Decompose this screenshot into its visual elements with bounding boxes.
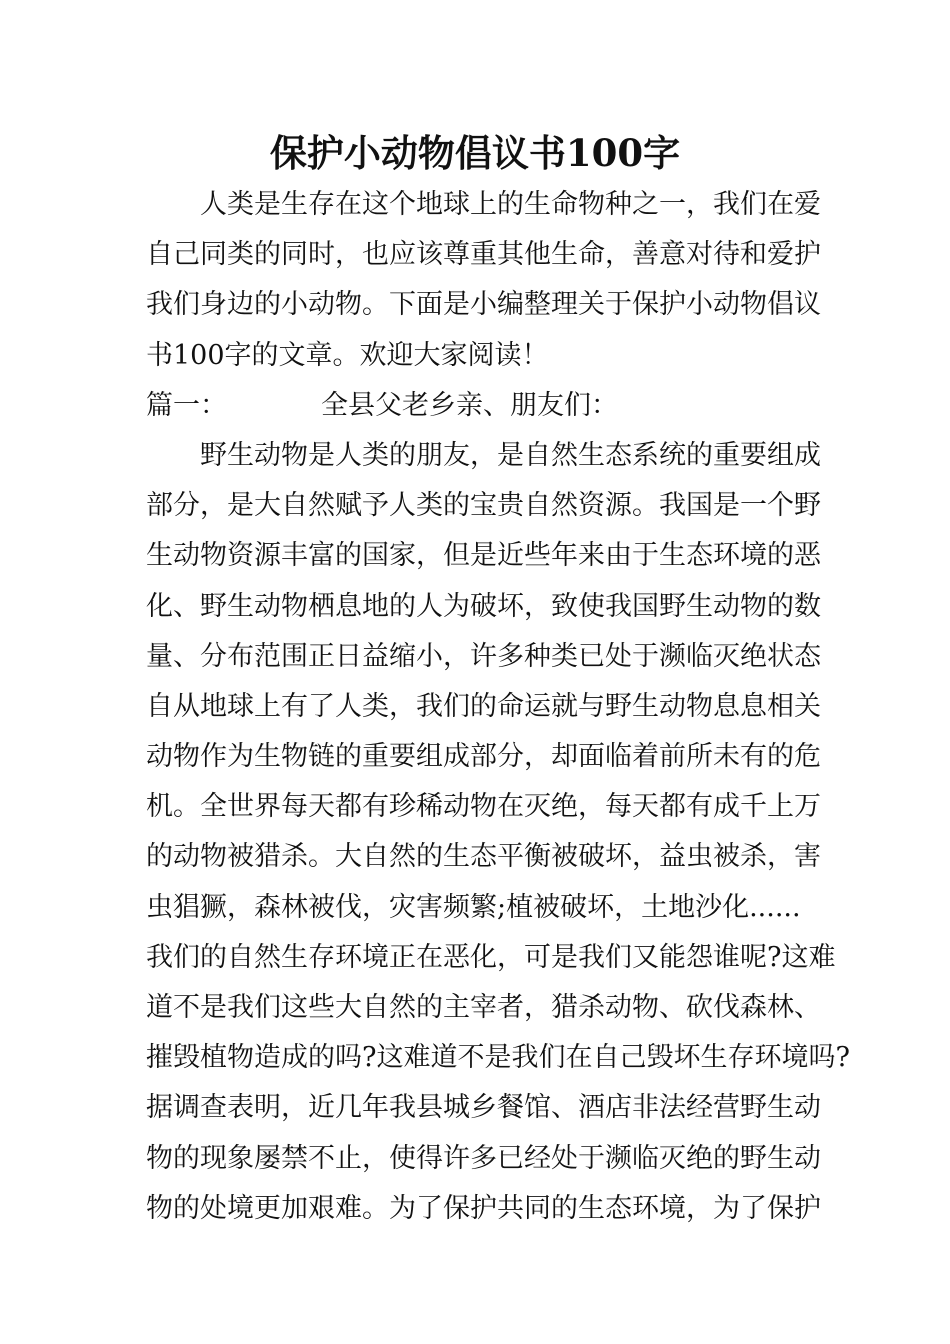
- paragraph-line: 虫猖獗，森林被伐，灾害频繁;植被破坏，土地沙化......: [146, 891, 801, 923]
- paragraph-line: 摧毁植物造成的吗?这难道不是我们在自己毁坏生存环境吗?: [146, 1042, 850, 1074]
- paragraph-line: 化、野生动物栖息地的人为破坏，致使我国野生动物的数: [146, 590, 821, 622]
- document-body: [146, 180, 850, 1234]
- paragraph-line: 自从地球上有了人类，我们的命运就与野生动物息息相关: [146, 690, 821, 722]
- section-heading-line: [146, 381, 836, 431]
- paragraph-line: 物的处境更加艰难。为了保护共同的生态环境，为了保护: [146, 1192, 821, 1224]
- paragraph-line: 我们身边的小动物。下面是小编整理关于保护小动物倡议: [146, 289, 821, 321]
- document-title: 保护小动物倡议书100字: [269, 131, 681, 175]
- paragraph-line: 道不是我们这些大自然的主宰者，猎杀动物、砍伐森林、: [146, 992, 821, 1023]
- section-label: 篇一：: [146, 389, 227, 421]
- paragraph-line: 生动物资源丰富的国家，但是近些年来由于生态环境的恶: [146, 540, 821, 572]
- paragraph-line: 人类是生存在这个地球上的生命物种之一，我们在爱: [200, 189, 821, 220]
- paragraph-line: 物的现象屡禁不止，使得许多已经处于濒临灭绝的野生动: [146, 1142, 821, 1174]
- paragraph-line: 机。全世界每天都有珍稀动物在灭绝，每天都有成千上万: [146, 791, 821, 823]
- paragraph-line: 自己同类的同时，也应该尊重其他生命，善意对待和爱护: [146, 239, 821, 271]
- salutation: 全县父老乡亲、朋友们：: [321, 389, 618, 421]
- paragraph-line: 部分，是大自然赋予人类的宝贵自然资源。我国是一个野: [146, 490, 821, 522]
- paragraph-line: 动物作为生物链的重要组成部分，却面临着前所未有的危: [146, 741, 821, 773]
- paragraph-line: 书100字的文章。欢迎大家阅读！: [146, 339, 549, 371]
- paragraph-line: 野生动物是人类的朋友，是自然生态系统的重要组成: [200, 439, 821, 471]
- paragraph-line: 的动物被猎杀。大自然的生态平衡被破坏，益虫被杀，害: [146, 841, 821, 873]
- paragraph-line: 量、分布范围正日益缩小，许多种类已处于濒临灭绝状态: [146, 640, 821, 672]
- paragraph-line: 我们的自然生存环境正在恶化，可是我们又能怨谁呢?这难: [146, 941, 836, 973]
- paragraph-line: 据调查表明，近几年我县城乡餐馆、酒店非法经营野生动: [146, 1092, 821, 1124]
